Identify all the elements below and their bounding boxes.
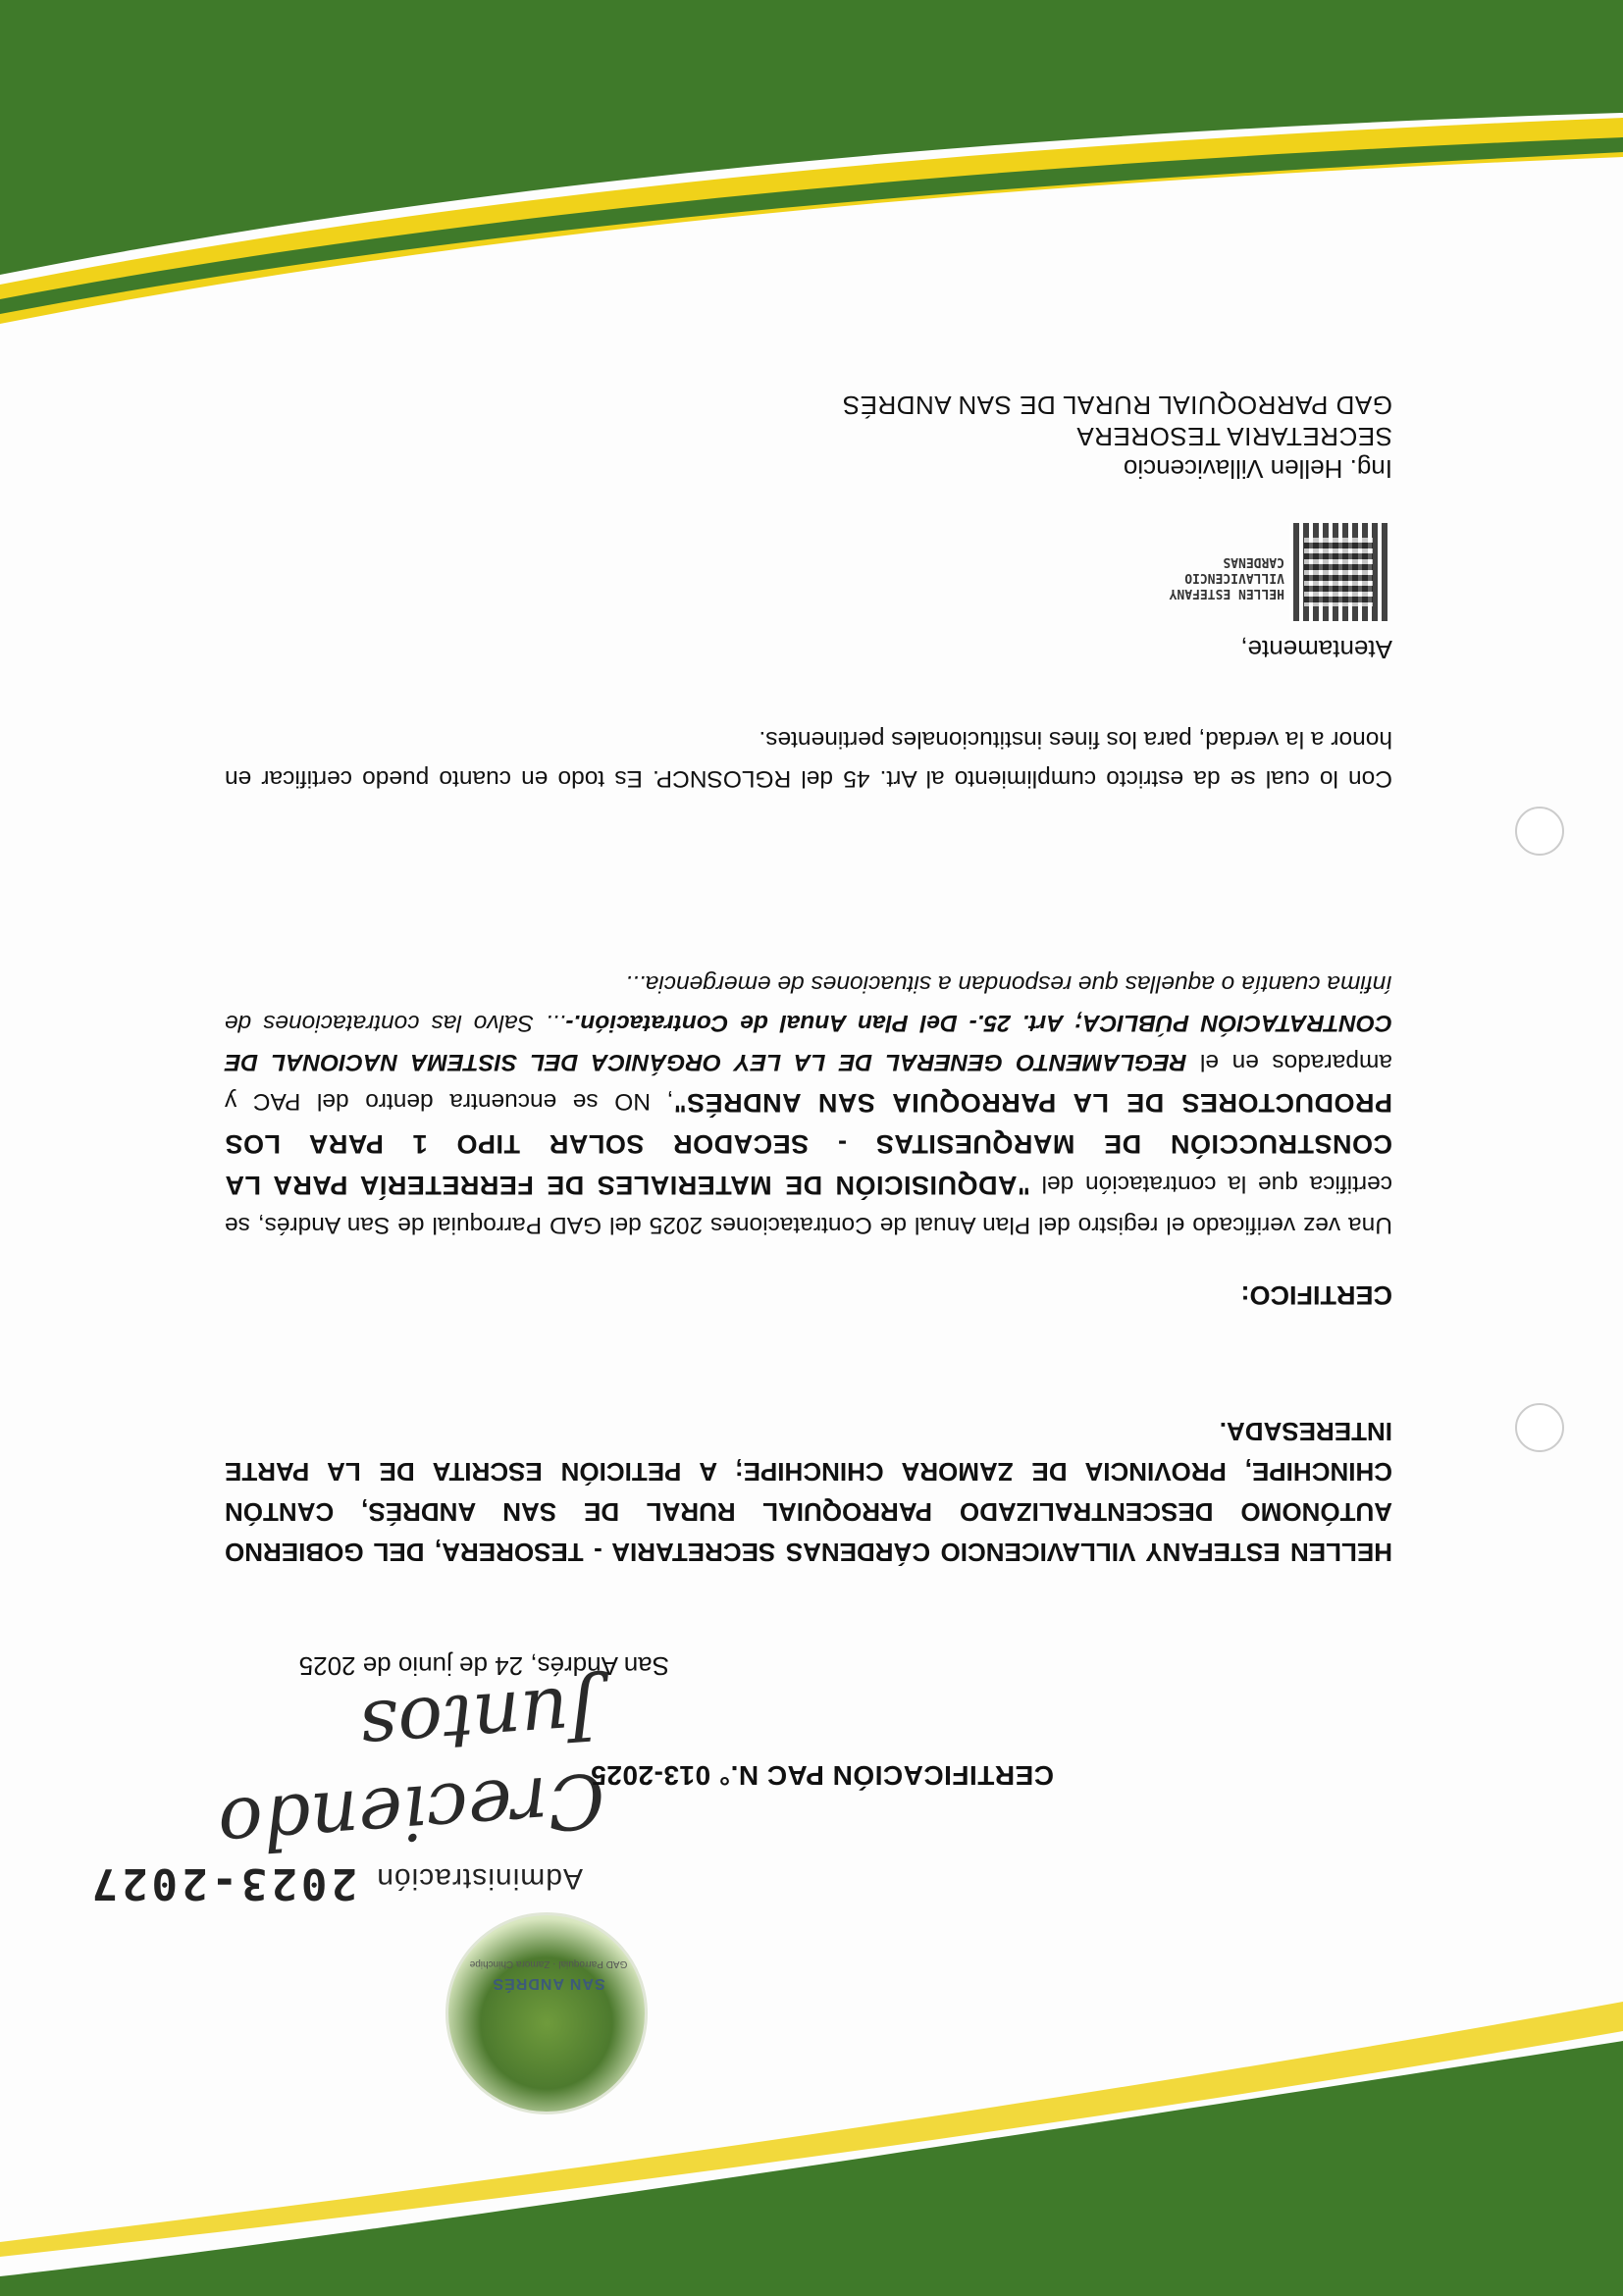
closing-paragraph: Con lo cual se da estricto cumplimiento al Art. 45 del RGLOSNCP. Es todo en cuanto puedo certificar en honor a la verdad, para los fines institucionales pertinentes. bbox=[225, 726, 1392, 792]
parish-logo bbox=[445, 1912, 648, 2114]
regards: Atentamente, bbox=[1240, 635, 1392, 664]
slogan-script: Creciendo Juntos bbox=[215, 1668, 608, 1870]
punch-hole bbox=[1515, 807, 1564, 856]
qr-pattern bbox=[1304, 538, 1373, 606]
signer-role: SECRETARIA TESORERA bbox=[1075, 422, 1392, 451]
stamp-line-1: HELLEN ESTEFANY bbox=[1169, 586, 1284, 600]
punch-hole bbox=[1515, 1403, 1564, 1452]
law-quote: ... Salvo las contrataciones de ínfima cuantía o aquellas que respondan a situaciones de emergencia... bbox=[225, 970, 1392, 1036]
contract-object: "ADQUISICIÓN DE MATERIALES DE FERRETERÍA PARA LA CONSTRUCCIÓN DE MARQUESITAS - SECADOR SOLAR TIPO 1 PARA LOS PRODUCTORES DE LA PARROQUIA SAN ANDRÉS" bbox=[225, 1088, 1392, 1200]
signer-name: Ing. Hellen Villavicencio bbox=[1123, 454, 1392, 484]
document-date: San Andrés, 24 de junio de 2025 bbox=[298, 1651, 669, 1681]
body-intro: Una vez verificado el registro del Plan Anual de Contrataciones 2025 del GAD Parroquial de San Andrés, se certifica que la contratación del bbox=[225, 1171, 1392, 1238]
header-wave-decoration bbox=[0, 1943, 1623, 2296]
addressee-paragraph: HELLEN ESTEFANY VILLAVICENCIO CÁRDENAS SECRETARIA - TESORERA, DEL GOBIERNO AUTÓNOMO DESCENTRALIZADO PARROQUIAL RURAL DE SAN ANDRÉS, CANTÓN CHINCHIPE, PROVINCIA DE ZAMORA CHINCHIPE; A PETICIÓN ESCRITA DE LA PARTE INTERESADA. bbox=[225, 1417, 1392, 1567]
document-title: CERTIFICACIÓN PAC N.° 013-2025 bbox=[590, 1760, 1054, 1791]
stamp-line-2: VILLAVICENCIO bbox=[1184, 570, 1284, 585]
admin-years: 2023-2027 bbox=[87, 1858, 357, 1908]
logo-caption: GAD Parroquial · Zamora Chinchipe bbox=[469, 1958, 628, 1969]
certify-label: CERTIFICO: bbox=[1240, 1280, 1392, 1310]
stamp-line-3: CARDENAS bbox=[1223, 554, 1284, 569]
law-reference: REGLAMENTO GENERAL DE LA LEY ORGÁNICA DEL SISTEMA NACIONAL DE CONTRATACIÓN PÚBLICA; Art. 25.- Del Plan Anual de Contratación.- bbox=[225, 1010, 1392, 1075]
e-signature-stamp bbox=[1170, 553, 1284, 600]
footer-wave-decoration bbox=[0, 0, 1623, 324]
body-mid: , NO se encuentra dentro del PAC y amparados en el bbox=[225, 1049, 1392, 1115]
logo-title: SAN ANDRÉS bbox=[492, 1975, 605, 1992]
signer-organization: GAD PARROQUIAL RURAL DE SAN ANDRÉS bbox=[842, 391, 1392, 420]
admin-label-text: Administración bbox=[376, 1862, 583, 1895]
certification-body bbox=[225, 964, 1392, 1244]
